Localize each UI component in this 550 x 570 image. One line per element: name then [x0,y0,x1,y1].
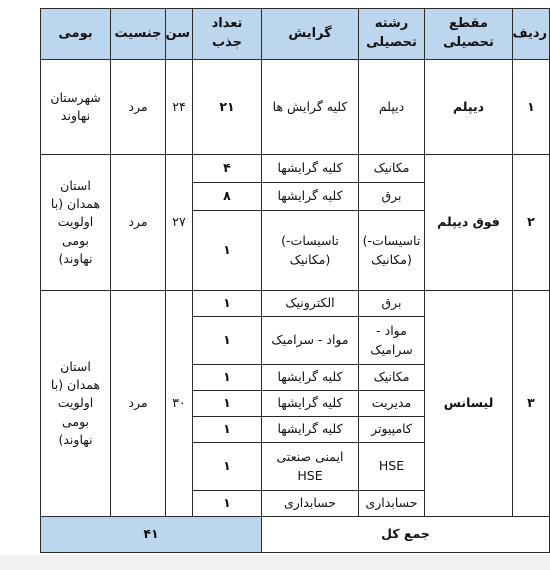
header-education-level: مقطع تحصیلی [425,9,513,60]
age-cell: ۲۷ [166,155,193,291]
recruitment-table-container [40,8,547,553]
field-cell: HSE [359,443,425,491]
count-cell: ۲۱ [193,60,262,155]
count-cell: ۱ [193,491,262,517]
age-cell: ۳۰ [166,291,193,517]
orientation-cell: حسابداری [262,491,359,517]
field-cell: کامپیوتر [359,417,425,443]
field-cell: دیپلم [359,60,425,155]
header-orientation: گرایش [262,9,359,60]
field-cell: برق [359,291,425,317]
education-level: فوق دیپلم [425,155,513,291]
recruitment-table [40,8,550,553]
table-row [41,155,550,183]
orientation-cell: مواد - سرامیک [262,317,359,365]
count-cell: ۱ [193,291,262,317]
orientation-cell: ایمنی صنعتی HSE [262,443,359,491]
orientation-cell: کلیه گرایش ها [262,60,359,155]
native-cell: شهرستان نهاوند [41,60,111,155]
gender-cell: مرد [111,291,166,517]
count-cell: ۴ [193,155,262,183]
orientation-cell: کلیه گرایشها [262,417,359,443]
table-row [41,60,550,155]
total-label: جمع کل [262,517,550,553]
education-level: دیپلم [425,60,513,155]
orientation-cell: کلیه گرایشها [262,391,359,417]
education-level: لیسانس [425,291,513,517]
header-row [41,9,550,60]
count-cell: ۱ [193,417,262,443]
orientation-cell: کلیه گرایشها [262,155,359,183]
header-native: بومی [41,9,111,60]
header-gender: جنسیت [111,9,166,60]
header-count: تعداد جذب [193,9,262,60]
count-cell: ۱ [193,365,262,391]
table-row [41,291,550,317]
count-cell: ۱ [193,443,262,491]
orientation-cell: الکترونیک [262,291,359,317]
count-cell: ۱ [193,211,262,291]
row-number: ۱ [513,60,550,155]
row-number: ۲ [513,155,550,291]
row-number: ۳ [513,291,550,517]
native-cell: استان همدان (با اولویت بومی نهاوند) [41,155,111,291]
gender-cell: مرد [111,60,166,155]
field-cell: مکانیک [359,365,425,391]
orientation-cell: کلیه گرایشها [262,365,359,391]
age-cell: ۲۴ [166,60,193,155]
field-cell: مواد - سرامیک [359,317,425,365]
field-cell: تاسیسات-) (مکانیک [359,211,425,291]
count-cell: ۱ [193,317,262,365]
page-bottom-band [0,555,550,570]
header-age: سن [166,9,193,60]
orientation-cell: کلیه گرایشها [262,183,359,211]
gender-cell: مرد [111,155,166,291]
native-cell: استان همدان (با اولویت بومی نهاوند) [41,291,111,517]
count-cell: ۱ [193,391,262,417]
orientation-cell: تاسیسات-) (مکانیک [262,211,359,291]
field-cell: حسابداری [359,491,425,517]
header-row-number: ردیف [513,9,550,60]
field-cell: برق [359,183,425,211]
field-cell: مکانیک [359,155,425,183]
field-cell: مدیریت [359,391,425,417]
total-value: ۴۱ [41,517,262,553]
count-cell: ۸ [193,183,262,211]
total-row [41,517,550,553]
header-field: رشته تحصیلی [359,9,425,60]
